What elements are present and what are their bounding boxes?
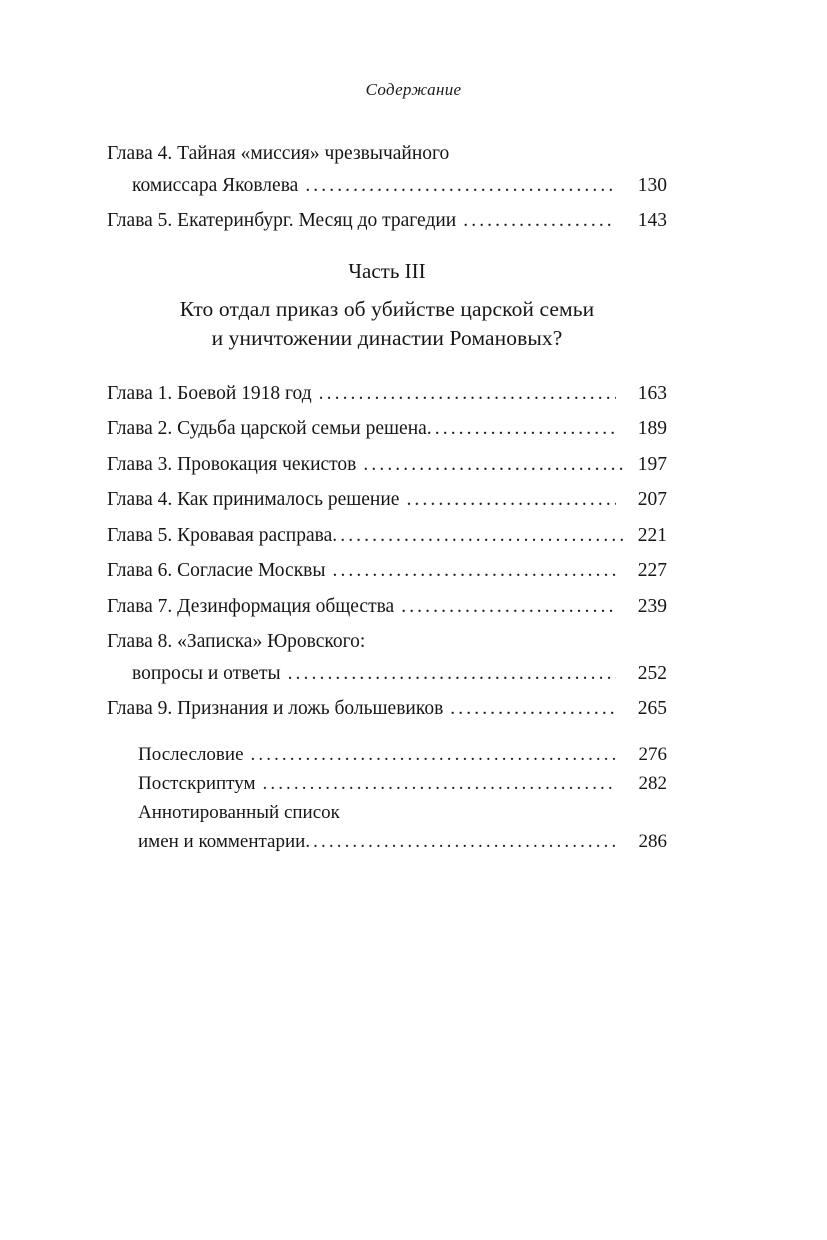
toc-line [107, 739, 667, 764]
toc-page-number: 252 [637, 662, 667, 684]
toc-page-number: 163 [637, 382, 667, 404]
toc-entry[interactable] [107, 683, 667, 719]
dot-leader [332, 561, 616, 581]
dot-leader [263, 774, 617, 793]
toc-entry-title-cont: имен и комментарии [138, 830, 306, 852]
toc-line [107, 368, 667, 404]
part-heading [107, 231, 667, 354]
toc-entry-title: Глава 8. «Записка» Юровского: [107, 631, 366, 653]
toc-line [107, 581, 667, 617]
toc-page-number: 143 [637, 210, 667, 231]
part-number: Часть III [348, 258, 426, 283]
toc-line [107, 683, 667, 719]
spacer [107, 354, 667, 368]
toc-page-number: 286 [638, 830, 667, 852]
toc-entry-title: Постскриптум [138, 772, 256, 794]
toc-entry[interactable] [107, 616, 667, 683]
toc-entry[interactable] [107, 195, 667, 231]
dot-leader [319, 384, 616, 404]
dot-leader [450, 699, 616, 719]
toc-line-continuation [107, 652, 667, 684]
dot-leader [427, 419, 616, 439]
toc-line [107, 793, 667, 822]
toc-entry-title: Глава 4. Как принималось решение [107, 489, 400, 511]
toc-page-number: 239 [637, 595, 667, 617]
dot-leader [305, 832, 616, 851]
toc-entry[interactable] [107, 581, 667, 617]
toc-entry-title: Аннотированный список [138, 801, 340, 823]
toc-entry[interactable] [107, 403, 667, 439]
toc-line [107, 510, 667, 546]
toc-line [107, 439, 667, 475]
toc-page-number: 130 [637, 174, 667, 196]
toc-entry[interactable] [107, 128, 667, 195]
toc-entry-title-cont: вопросы и ответы [132, 662, 281, 684]
toc-entry-title: Глава 5. Екатеринбург. Месяц до трагедии [107, 210, 457, 231]
toc-line [107, 474, 667, 510]
dot-leader [406, 490, 616, 510]
toc-page-number: 207 [637, 489, 667, 511]
toc-entry-title: Глава 4. Тайная «миссия» чрезвычайного [107, 143, 450, 164]
toc-entry[interactable] [107, 368, 667, 404]
toc-entry-title: Глава 3. Провокация чекистов [107, 453, 357, 475]
dot-leader [401, 597, 616, 617]
toc-entry-title: Послесловие [138, 743, 244, 765]
toc-entry[interactable] [107, 764, 667, 793]
toc-entry-title-cont: комиссара Яковлева [132, 174, 299, 196]
part-title-line-2: и уничтожении династии Романовых? [211, 326, 563, 351]
toc-entry-title: Глава 1. Боевой 1918 год [107, 382, 312, 404]
dot-leader [251, 745, 616, 764]
toc-line [107, 616, 667, 652]
backmatter-list [107, 719, 667, 851]
toc-page-number: 197 [637, 453, 667, 475]
part-title-line-1: Кто отдал приказ об убийстве царской семьи [179, 296, 595, 321]
toc-page-number: 282 [638, 772, 667, 794]
toc-line [107, 403, 667, 439]
toc-entry-title: Глава 2. Судьба царской семьи решена [107, 418, 427, 440]
dot-leader [305, 176, 616, 196]
toc-entry[interactable] [107, 439, 667, 475]
toc-entry-title: Глава 6. Согласие Москвы [107, 560, 326, 582]
toc-page-number: 189 [637, 418, 667, 440]
toc-entry[interactable] [107, 739, 667, 764]
running-head: Содержание [365, 80, 462, 99]
table-of-contents [107, 128, 667, 851]
toc-entry[interactable] [107, 545, 667, 581]
toc-page-number: 276 [638, 743, 667, 765]
toc-line [107, 195, 667, 231]
toc-line-continuation [107, 164, 667, 196]
toc-entry-title: Глава 9. Признания и ложь большевиков [107, 698, 444, 720]
dot-leader [363, 455, 625, 475]
toc-line [107, 764, 667, 793]
toc-page-number: 227 [637, 560, 667, 582]
toc-entry-title: Глава 5. Кровавая расправа [107, 524, 333, 546]
dot-leader [288, 664, 616, 684]
dot-leader [463, 211, 616, 231]
toc-entry-title: Глава 7. Дезинформация общества [107, 595, 395, 617]
toc-page-number: 265 [637, 698, 667, 720]
toc-line [107, 545, 667, 581]
toc-line [107, 128, 667, 164]
dot-leader [332, 526, 625, 546]
toc-entry[interactable] [107, 474, 667, 510]
toc-page-number: 221 [637, 524, 667, 546]
toc-entry[interactable] [107, 793, 667, 851]
toc-line-continuation [107, 822, 667, 851]
toc-entry[interactable] [107, 510, 667, 546]
